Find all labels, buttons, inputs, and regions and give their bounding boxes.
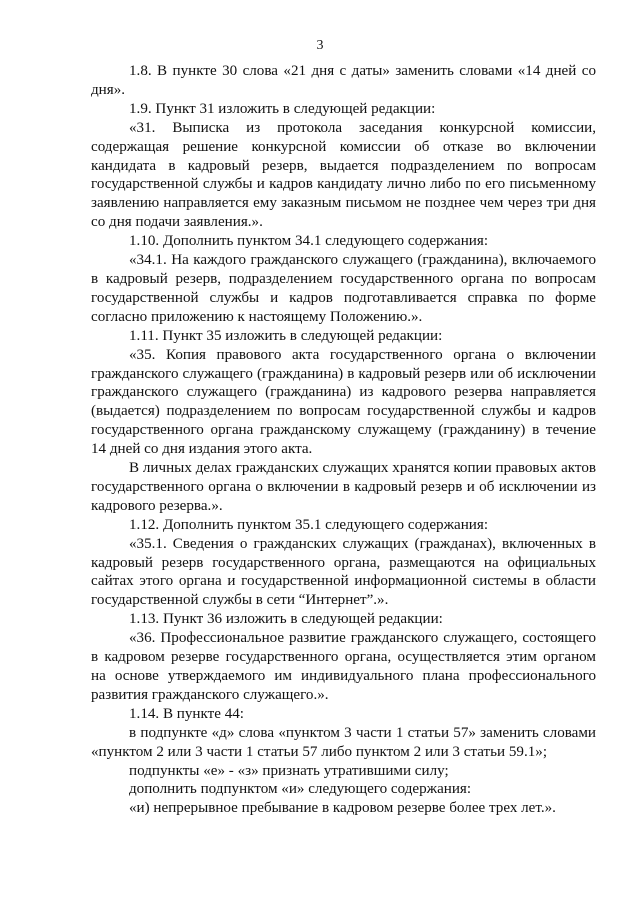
- page-number: 3: [316, 38, 324, 53]
- paragraph-1-9: 1.9. Пункт 31 изложить в следующей редакции:: [129, 100, 436, 117]
- paragraph-subitem-i: «и) непрерывное пребывание в кадровом резерве более трех лет.».: [129, 800, 556, 817]
- document-body: [91, 62, 596, 818]
- paragraph-1-10: 1.10. Дополнить пунктом 34.1 следующего содержания:: [129, 233, 489, 250]
- paragraph-item-35-personal-files: В личных делах гражданских служащих хранятся копии правовых актов государственного органа о включении в кадровый резерв и об исключении из кадрового резерва.».: [91, 460, 596, 514]
- paragraph-1-12: 1.12. Дополнить пунктом 35.1 следующего содержания:: [129, 516, 489, 533]
- paragraph-1-13: 1.13. Пункт 36 изложить в следующей редакции:: [129, 611, 443, 628]
- paragraph-item-31: «31. Выписка из протокола заседания конкурсной комиссии, содержащая решение конкурсной комиссии об отказе во включении кандидата в кадровый резерв, выдается подразделением по вопросам государственной службы и кадров кандидату лично либо по его письменному заявлению направляется ему заказным письмом не позднее чем через три дня со дня подачи заявления.».: [91, 119, 596, 231]
- paragraph-item-34-1: «34.1. На каждого гражданского служащего (гражданина), включаемого в кадровый резерв, подразделением государственного органа по вопросам государственной службы и кадров подготавливается справка по форме согласно приложению к настоящему Положению.».: [91, 252, 596, 325]
- paragraph-1-14: 1.14. В пункте 44:: [129, 705, 244, 722]
- paragraph-1-11: 1.11. Пункт 35 изложить в следующей редакции:: [129, 327, 443, 344]
- paragraph-item-35: «35. Копия правового акта государственного органа о включении гражданского служащего (гражданина) в кадровый резерв или об исключении гражданского служащего (гражданина) из кадрового резерва направляется (выдается) подразделением по вопросам государственной службы и кадров государственного органа гражданскому служащему (гражданину) в течение 14 дней со дня издания этого акта.: [91, 346, 596, 458]
- paragraph-subitem-d: в подпункте «д» слова «пунктом 3 части 1 статьи 57» заменить словами «пунктом 2 или 3 части 1 статьи 57 либо пунктом 2 или 3 статьи 59.1»;: [91, 724, 596, 760]
- paragraph-add-subitem-i: дополнить подпунктом «и» следующего содержания:: [129, 781, 472, 798]
- paragraph-item-35-1: «35.1. Сведения о гражданских служащих (гражданах), включенных в кадровый резерв государственного органа, размещаются на официальных сайтах этого органа и государственной информационной системы в области государственной службы в сети “Интернет”.».: [91, 535, 596, 609]
- paragraph-subitems-e-z: подпункты «е» - «з» признать утратившими силу;: [129, 762, 449, 779]
- paragraph-1-8: 1.8. В пункте 30 слова «21 дня с даты» заменить словами «14 дней со дня».: [91, 63, 596, 98]
- paragraph-item-36: «36. Профессиональное развитие гражданского служащего, состоящего в кадровом резерве государственного органа, осуществляется этим органом на основе утверждаемого им индивидуального плана профессионального развития гражданского служащего.».: [91, 630, 596, 703]
